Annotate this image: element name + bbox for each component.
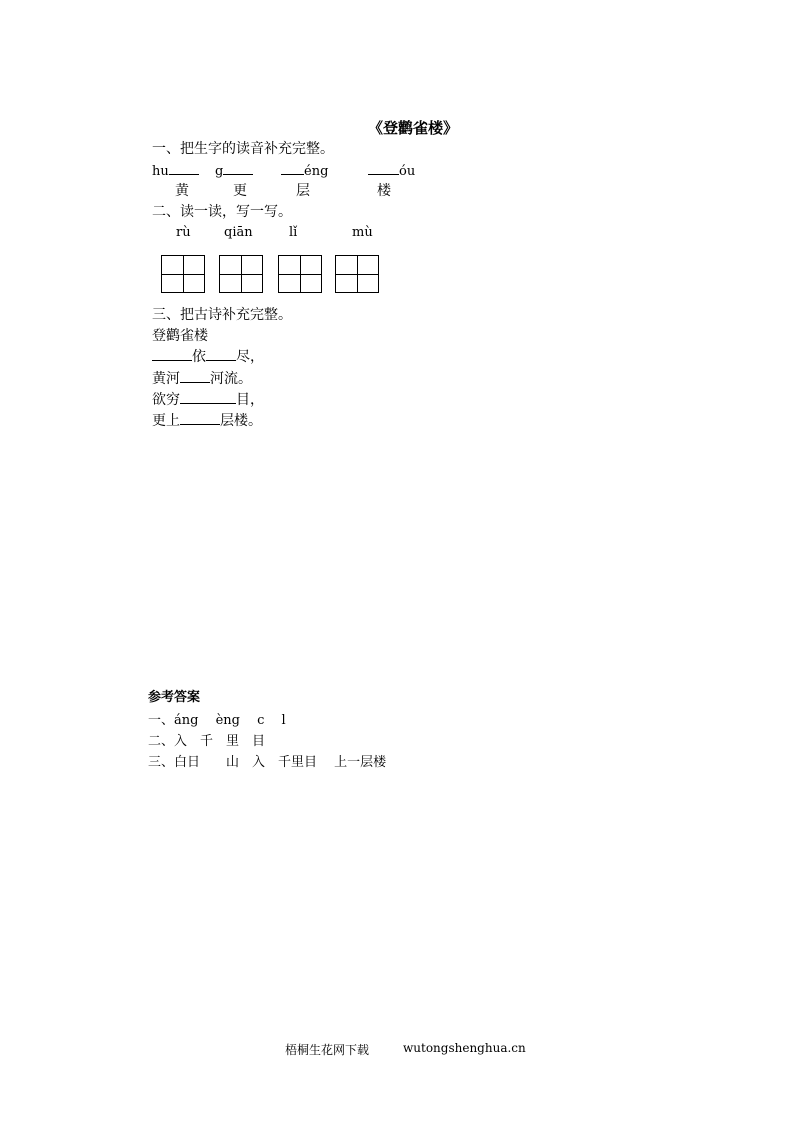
poem-text: 目， — [236, 392, 264, 408]
q1-pinyin-3 — [281, 161, 328, 181]
q2-pinyin: rù — [176, 225, 191, 240]
pinyin-text: éng — [304, 164, 329, 179]
q1-char: 黄 — [175, 183, 189, 199]
answer-line-3: 三、白日 山 入 千里目 上一层楼 — [148, 755, 387, 770]
poem-text: 河流。 — [210, 371, 252, 387]
answers-heading: 参考答案 — [148, 690, 201, 705]
poem-line-2 — [152, 369, 252, 389]
writing-grid-box[interactable] — [335, 255, 379, 293]
fill-blank — [180, 369, 210, 383]
q2-pinyin: lǐ — [289, 225, 298, 240]
answer-line-1: 一、áng èng c l — [148, 713, 286, 728]
q2-pinyin: qiān — [224, 225, 253, 240]
pinyin-text: g — [215, 164, 224, 179]
writing-grid-box[interactable] — [161, 255, 205, 293]
poem-text: 依 — [192, 349, 206, 365]
fill-blank — [180, 411, 220, 425]
fill-blank — [152, 347, 192, 361]
q1-char: 层 — [296, 183, 310, 199]
q1-heading: 一、把生字的读音补充完整。 — [152, 141, 334, 157]
q1-pinyin-1 — [152, 161, 199, 181]
writing-grid-box[interactable] — [219, 255, 263, 293]
fill-blank — [281, 161, 304, 175]
pinyin-text: óu — [399, 164, 416, 179]
poem-title: 登鹳雀楼 — [152, 328, 208, 344]
answer-line-2: 二、入 千 里 目 — [148, 734, 266, 749]
fill-blank — [206, 347, 236, 361]
footer-url[interactable]: wutongshenghua.cn — [403, 1041, 526, 1055]
poem-text: 尽， — [236, 349, 264, 365]
page-title: 《登鹳雀楼》 — [368, 119, 459, 137]
fill-blank — [368, 161, 399, 175]
q1-char: 楼 — [377, 183, 391, 199]
writing-grid-box[interactable] — [278, 255, 322, 293]
fill-blank — [223, 161, 253, 175]
pinyin-text: hu — [152, 164, 169, 179]
poem-line-3 — [152, 390, 264, 410]
q3-heading: 三、把古诗补充完整。 — [152, 307, 292, 323]
poem-text: 更上 — [152, 413, 180, 429]
fill-blank — [169, 161, 199, 175]
poem-line-1 — [152, 347, 264, 367]
poem-line-4 — [152, 411, 262, 431]
q1-pinyin-4 — [368, 161, 415, 181]
q1-char: 更 — [233, 183, 247, 199]
q2-heading: 二、读一读，写一写。 — [152, 204, 292, 220]
poem-text: 层楼。 — [220, 413, 262, 429]
q2-pinyin: mù — [352, 225, 373, 240]
q1-pinyin-2 — [215, 161, 253, 181]
poem-text: 黄河 — [152, 371, 180, 387]
fill-blank — [180, 390, 236, 404]
footer-site-name: 梧桐生花网下载 — [285, 1043, 370, 1057]
poem-text: 欲穷 — [152, 392, 180, 408]
